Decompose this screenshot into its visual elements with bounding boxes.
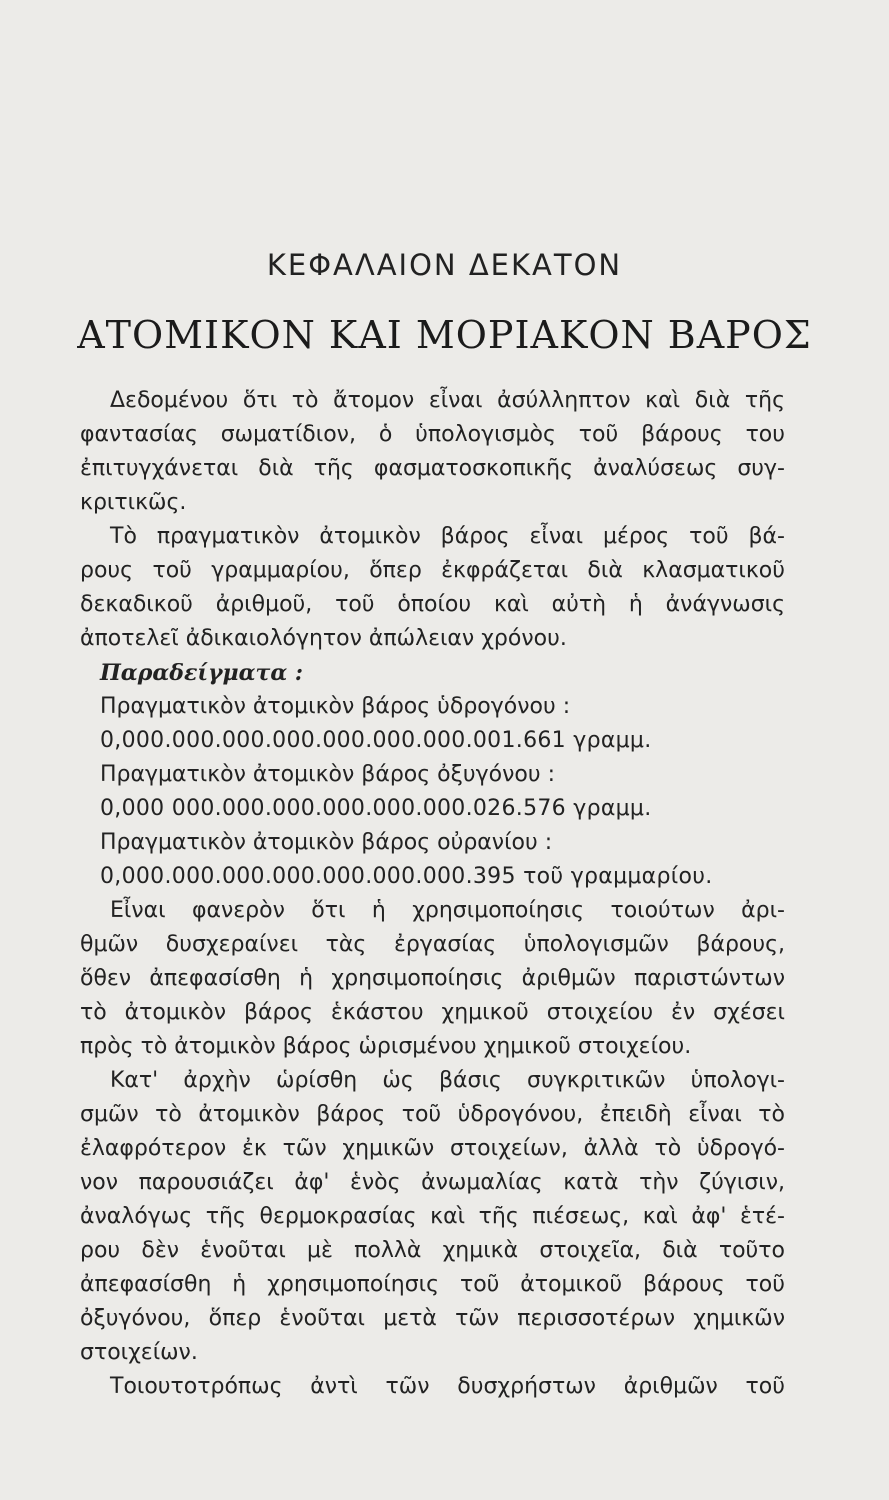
paragraph-line: ἀναλόγως τῆς θερμοκρασίας καὶ τῆς πιέσεως, καὶ ἀφ' ἑτέ- [80,1204,785,1229]
chapter-label: ΚΕΦΑΛΑΙΟΝ ΔΕΚΑΤΟΝ [266,248,623,282]
paragraph-line: τὸ ἀτομικὸν βάρος ἑκάστου χημικοῦ στοιχείου ἐν σχέσει [80,1000,785,1025]
paragraph-line: ἀποτελεῖ ἀδικαιολόγητον ἀπώλειαν χρόνου. [80,626,567,651]
paragraph-line: Τοιουτοτρόπως ἀντὶ τῶν δυσχρήστων ἀριθμῶν τοῦ [110,1374,785,1399]
paragraph-line: ρους τοῦ γραμμαρίου, ὅπερ ἐκφράζεται διὰ κλασματικοῦ [80,558,785,583]
paragraph-line: ἐπιτυγχάνεται διὰ τῆς φασματοσκοπικῆς ἀναλύσεως συγ- [80,456,785,481]
examples-heading: Παραδείγματα : [100,660,304,686]
example-value: 0,000.000.000.000.000.000.000.001.661 γραμμ. [100,728,652,753]
paragraph-line: στοιχείων. [80,1340,198,1365]
paragraph-line: δεκαδικοῦ ἀριθμοῦ, τοῦ ὁποίου καὶ αὐτὴ ἡ ἀνάγνωσις [80,592,785,617]
example-label: Πραγματικὸν ἀτομικὸν βάρος ὑδρογόνου : [100,694,571,719]
paragraph-line: Εἶναι φανερὸν ὅτι ἡ χρησιμοποίησις τοιούτων ἀρι- [110,898,785,923]
paragraph-line: πρὸς τὸ ἀτομικὸν βάρος ὡρισμένου χημικοῦ στοιχείου. [80,1034,692,1059]
page-body [80,384,785,1404]
example-label: Πραγματικὸν ἀτομικὸν βάρος ὀξυγόνου : [100,762,555,787]
paragraph-line: ρου δὲν ἑνοῦται μὲ πολλὰ χημικὰ στοιχεῖα, διὰ τοῦτο [80,1238,785,1263]
paragraph-line: ἀπεφασίσθη ἡ χρησιμοποίησις τοῦ ἀτομικοῦ βάρους τοῦ [80,1272,785,1297]
paragraph-line: θμῶν δυσχεραίνει τὰς ἐργασίας ὑπολογισμῶν βάρους, [80,932,785,957]
example-value: 0,000.000.000.000.000.000.000.395 τοῦ γραμμαρίου. [100,864,713,889]
paragraph-line: ἐλαφρότερον ἐκ τῶν χημικῶν στοιχείων, ἀλλὰ τὸ ὑδρογό- [80,1136,785,1161]
paragraph-line: Δεδομένου ὅτι τὸ ἄτομον εἶναι ἀσύλληπτον καὶ διὰ τῆς [110,388,785,413]
paragraph-line: ὀξυγόνου, ὅπερ ἑνοῦται μετὰ τῶν περισσοτέρων χημικῶν [80,1306,785,1331]
paragraph-line: νον παρουσιάζει ἀφ' ἑνὸς ἀνωμαλίας κατὰ τὴν ζύγισιν, [80,1170,785,1195]
example-label: Πραγματικὸν ἀτομικὸν βάρος οὐρανίου : [100,830,553,855]
chapter-title: ΑΤΟΜΙΚΟΝ ΚΑΙ ΜΟΡΙΑΚΟΝ ΒΑΡΟΣ [77,313,812,357]
paragraph-line: Τὸ πραγματικὸν ἀτομικὸν βάρος εἶναι μέρος τοῦ βά- [110,524,785,549]
example-value: 0,000 000.000.000.000.000.000.026.576 γραμμ. [100,796,652,821]
paragraph-line: Κατ' ἀρχὴν ὡρίσθη ὡς βάσις συγκριτικῶν ὑπολογι- [110,1068,785,1093]
paragraph-line: ὅθεν ἀπεφασίσθη ἡ χρησιμοποίησις ἀριθμῶν παριστώντων [80,966,785,991]
paragraph-line: φαντασίας σωματίδιον, ὁ ὑπολογισμὸς τοῦ βάρους του [80,422,785,447]
paragraph-line: σμῶν τὸ ἀτομικὸν βάρος τοῦ ὑδρογόνου, ἐπειδὴ εἶναι τὸ [80,1102,785,1127]
paragraph-line: κριτικῶς. [80,490,187,515]
